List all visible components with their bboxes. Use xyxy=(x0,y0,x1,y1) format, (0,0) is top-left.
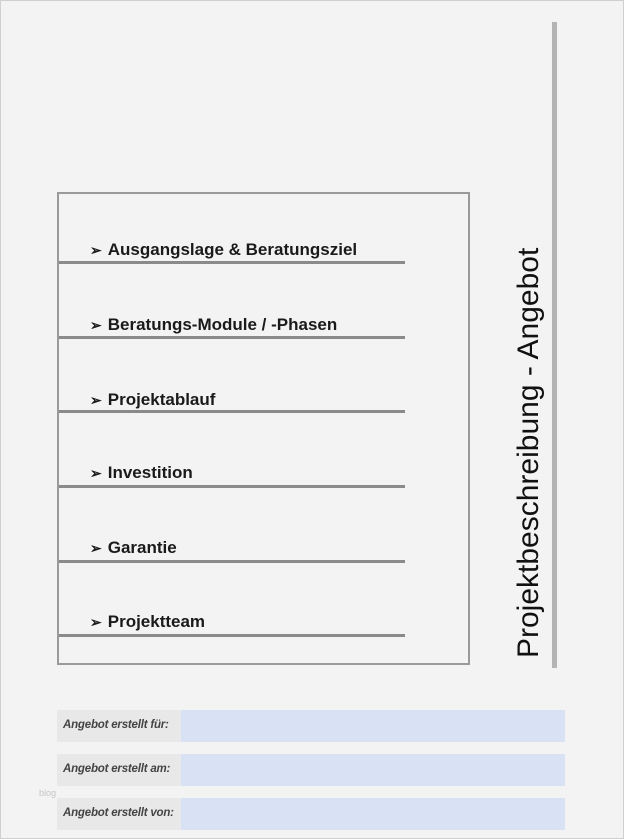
info-row-angebot-fuer xyxy=(57,710,565,742)
toc-item-garantie xyxy=(90,538,177,558)
side-accent-bar xyxy=(552,22,557,668)
arrow-bullet-icon: ➢ xyxy=(90,540,102,556)
arrow-bullet-icon: ➢ xyxy=(90,465,102,481)
info-label: Angebot erstellt von: xyxy=(63,807,174,819)
toc-item-label: Beratungs-Module / -Phasen xyxy=(107,315,338,334)
angebot-fuer-field[interactable] xyxy=(181,710,565,742)
toc-item-ausgangslage xyxy=(90,240,357,260)
toc-item-projektablauf xyxy=(90,390,215,410)
info-row-angebot-am xyxy=(57,754,565,786)
arrow-bullet-icon: ➢ xyxy=(90,242,102,258)
toc-item-investition xyxy=(90,463,193,483)
toc-item-projektteam xyxy=(90,612,205,632)
toc-rule xyxy=(59,336,405,339)
info-label: Angebot erstellt am: xyxy=(63,763,171,775)
toc-rule xyxy=(59,560,405,563)
toc-item-beratungs-module xyxy=(90,315,337,335)
info-label: Angebot erstellt für: xyxy=(63,719,169,731)
toc-item-label: Projektteam xyxy=(107,612,206,631)
toc-item-label: Projektablauf xyxy=(107,390,216,409)
arrow-bullet-icon: ➢ xyxy=(90,392,102,408)
arrow-bullet-icon: ➢ xyxy=(90,614,102,630)
toc-rule xyxy=(59,410,405,413)
toc-rule xyxy=(59,485,405,488)
toc-item-label: Garantie xyxy=(107,538,177,557)
toc-rule xyxy=(59,634,405,637)
toc-rule xyxy=(59,261,405,264)
angebot-am-field[interactable] xyxy=(181,754,565,786)
toc-item-label: Ausgangslage & Beratungsziel xyxy=(107,240,358,259)
arrow-bullet-icon: ➢ xyxy=(90,317,102,333)
watermark-text: blog xyxy=(39,788,57,798)
info-row-angebot-von xyxy=(57,798,565,830)
document-title: Projektbeschreibung - Angebot xyxy=(512,247,545,658)
angebot-von-field[interactable] xyxy=(181,798,565,830)
toc-item-label: Investition xyxy=(107,463,193,482)
